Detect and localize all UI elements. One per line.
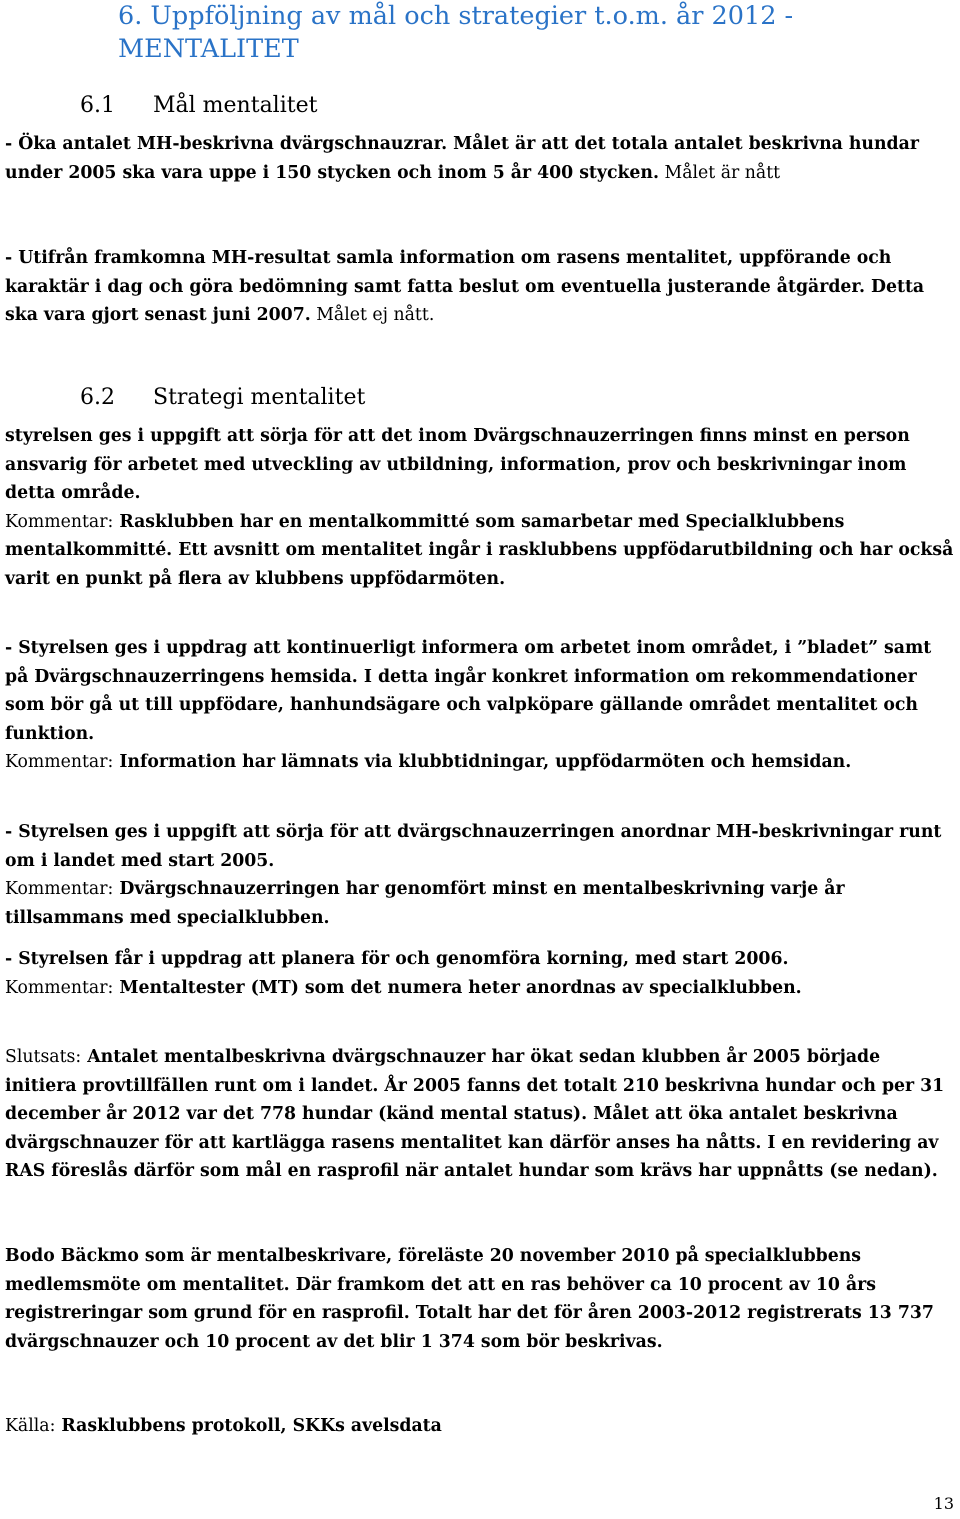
comment-text: Information har lämnats via klubbtidningar, uppfödarmöten och hemsidan. (113, 752, 852, 773)
goal-status: Målet är nått (659, 162, 781, 183)
conclusion-paragraph (5, 1043, 957, 1186)
conclusion-text: Antalet mentalbeskrivna dvärgschnauzer har ökat sedan klubben år 2005 började initiera provtillfällen runt om i landet. År 2005 fanns det totalt 210 beskrivna hundar och per 31 december år 2012 var det 778 hundar (känd mental status). Målet att öka antalet beskrivna dvärgschnauzer för att kartlägga rasens mentalitet kan därför anses ha nåtts. I en revidering av RAS föreslås därför som mål en rasprofil när antalet hundar som krävs har uppnåtts (se nedan). (5, 1047, 945, 1182)
comment-text: Dvärgschnauzerringen har genomfört minst en mentalbeskrivning varje år tillsammans med specialklubben. (5, 879, 845, 928)
goal-status: Målet ej nått. (310, 305, 435, 326)
strategy-text: - Styrelsen ges i uppgift att sörja för att dvärgschnauzerringen anordnar MH-beskrivningar runt om i landet med start 2005. (5, 822, 942, 871)
comment-label: Kommentar: (5, 511, 114, 532)
section-number: 6.2 (80, 385, 115, 410)
source-text: Rasklubbens protokoll, SKKs avelsdata (55, 1416, 442, 1436)
comment-label: Kommentar: (5, 752, 114, 773)
section-heading-goals (80, 92, 317, 120)
chapter-heading-line2: MENTALITET (118, 34, 299, 64)
comment-text: Mentaltester (MT) som det numera heter anordnas av specialklubben. (113, 977, 802, 998)
chapter-heading-line1: 6. Uppföljning av mål och strategier t.o.m. år 2012 - (118, 1, 794, 31)
strategy-paragraph-3 (5, 818, 957, 932)
source-label: Källa: (5, 1416, 56, 1436)
strategy-text: styrelsen ges i uppgift att sörja för att det inom Dvärgschnauzerringen finns minst en person ansvarig för arbetet med utveckling av utbildning, information, prov och beskrivningar inom detta område. (5, 426, 910, 504)
comment-text: Rasklubben har en mentalkommitté som samarbetar med Specialklubbens mentalkommitté. Ett avsnitt om mentalitet ingår i rasklubbens uppfödarutbildning och har också varit en punkt på flera av klubbens uppfödarmöten. (5, 511, 954, 589)
strategy-text: - Styrelsen får i uppdrag att planera för och genomföra korning, med start 2006. (5, 949, 789, 969)
goal-paragraph-1 (5, 130, 957, 187)
strategy-text: - Styrelsen ges i uppdrag att kontinuerligt informera om arbetet inom området, i ”bladet” samt på Dvärgschnauzerringens hemsida. I detta ingår konkret information om rekommendationer som bör gå ut till uppfödare, hanhundsägare och valpköpare gällande området mentalitet och funktion. (5, 638, 932, 744)
strategy-paragraph-4 (5, 945, 957, 1002)
lecture-text: Bodo Bäckmo som är mentalbeskrivare, föreläste 20 november 2010 på specialklubbens medlemsmöte om mentalitet. Där framkom det att en ras behöver ca 10 procent av 10 års registreringar som grund för en rasprofil. Totalt har det för åren 2003-2012 registrerats 13 737 dvärgschnauzer och 10 procent av det blir 1 374 som bör beskrivas. (5, 1246, 934, 1352)
goal-text: - Utifrån framkomna MH-resultat samla information om rasens mentalitet, uppförande och karaktär i dag och göra bedömning samt fatta beslut om eventuella justerande åtgärder. Detta ska vara gjort senast juni 2007. (5, 248, 925, 326)
lecture-paragraph (5, 1242, 957, 1356)
section-heading-strategy (80, 384, 365, 412)
section-number: 6.1 (80, 93, 115, 118)
strategy-paragraph-2 (5, 634, 957, 777)
source-paragraph (5, 1412, 957, 1441)
goal-paragraph-2 (5, 244, 957, 330)
section-title: Strategi mentalitet (153, 385, 366, 410)
strategy-paragraph-1 (5, 422, 957, 594)
section-title: Mål mentalitet (153, 93, 318, 118)
comment-label: Kommentar: (5, 977, 114, 998)
conclusion-label: Slutsats: (5, 1047, 82, 1067)
chapter-heading (118, 0, 918, 66)
comment-label: Kommentar: (5, 879, 114, 900)
page-number: 13 (933, 1494, 954, 1513)
goal-text: - Öka antalet MH-beskrivna dvärgschnauzrar. Målet är att det totala antalet beskrivna hundar under 2005 ska vara uppe i 150 stycken och inom 5 år 400 stycken. (5, 134, 919, 183)
